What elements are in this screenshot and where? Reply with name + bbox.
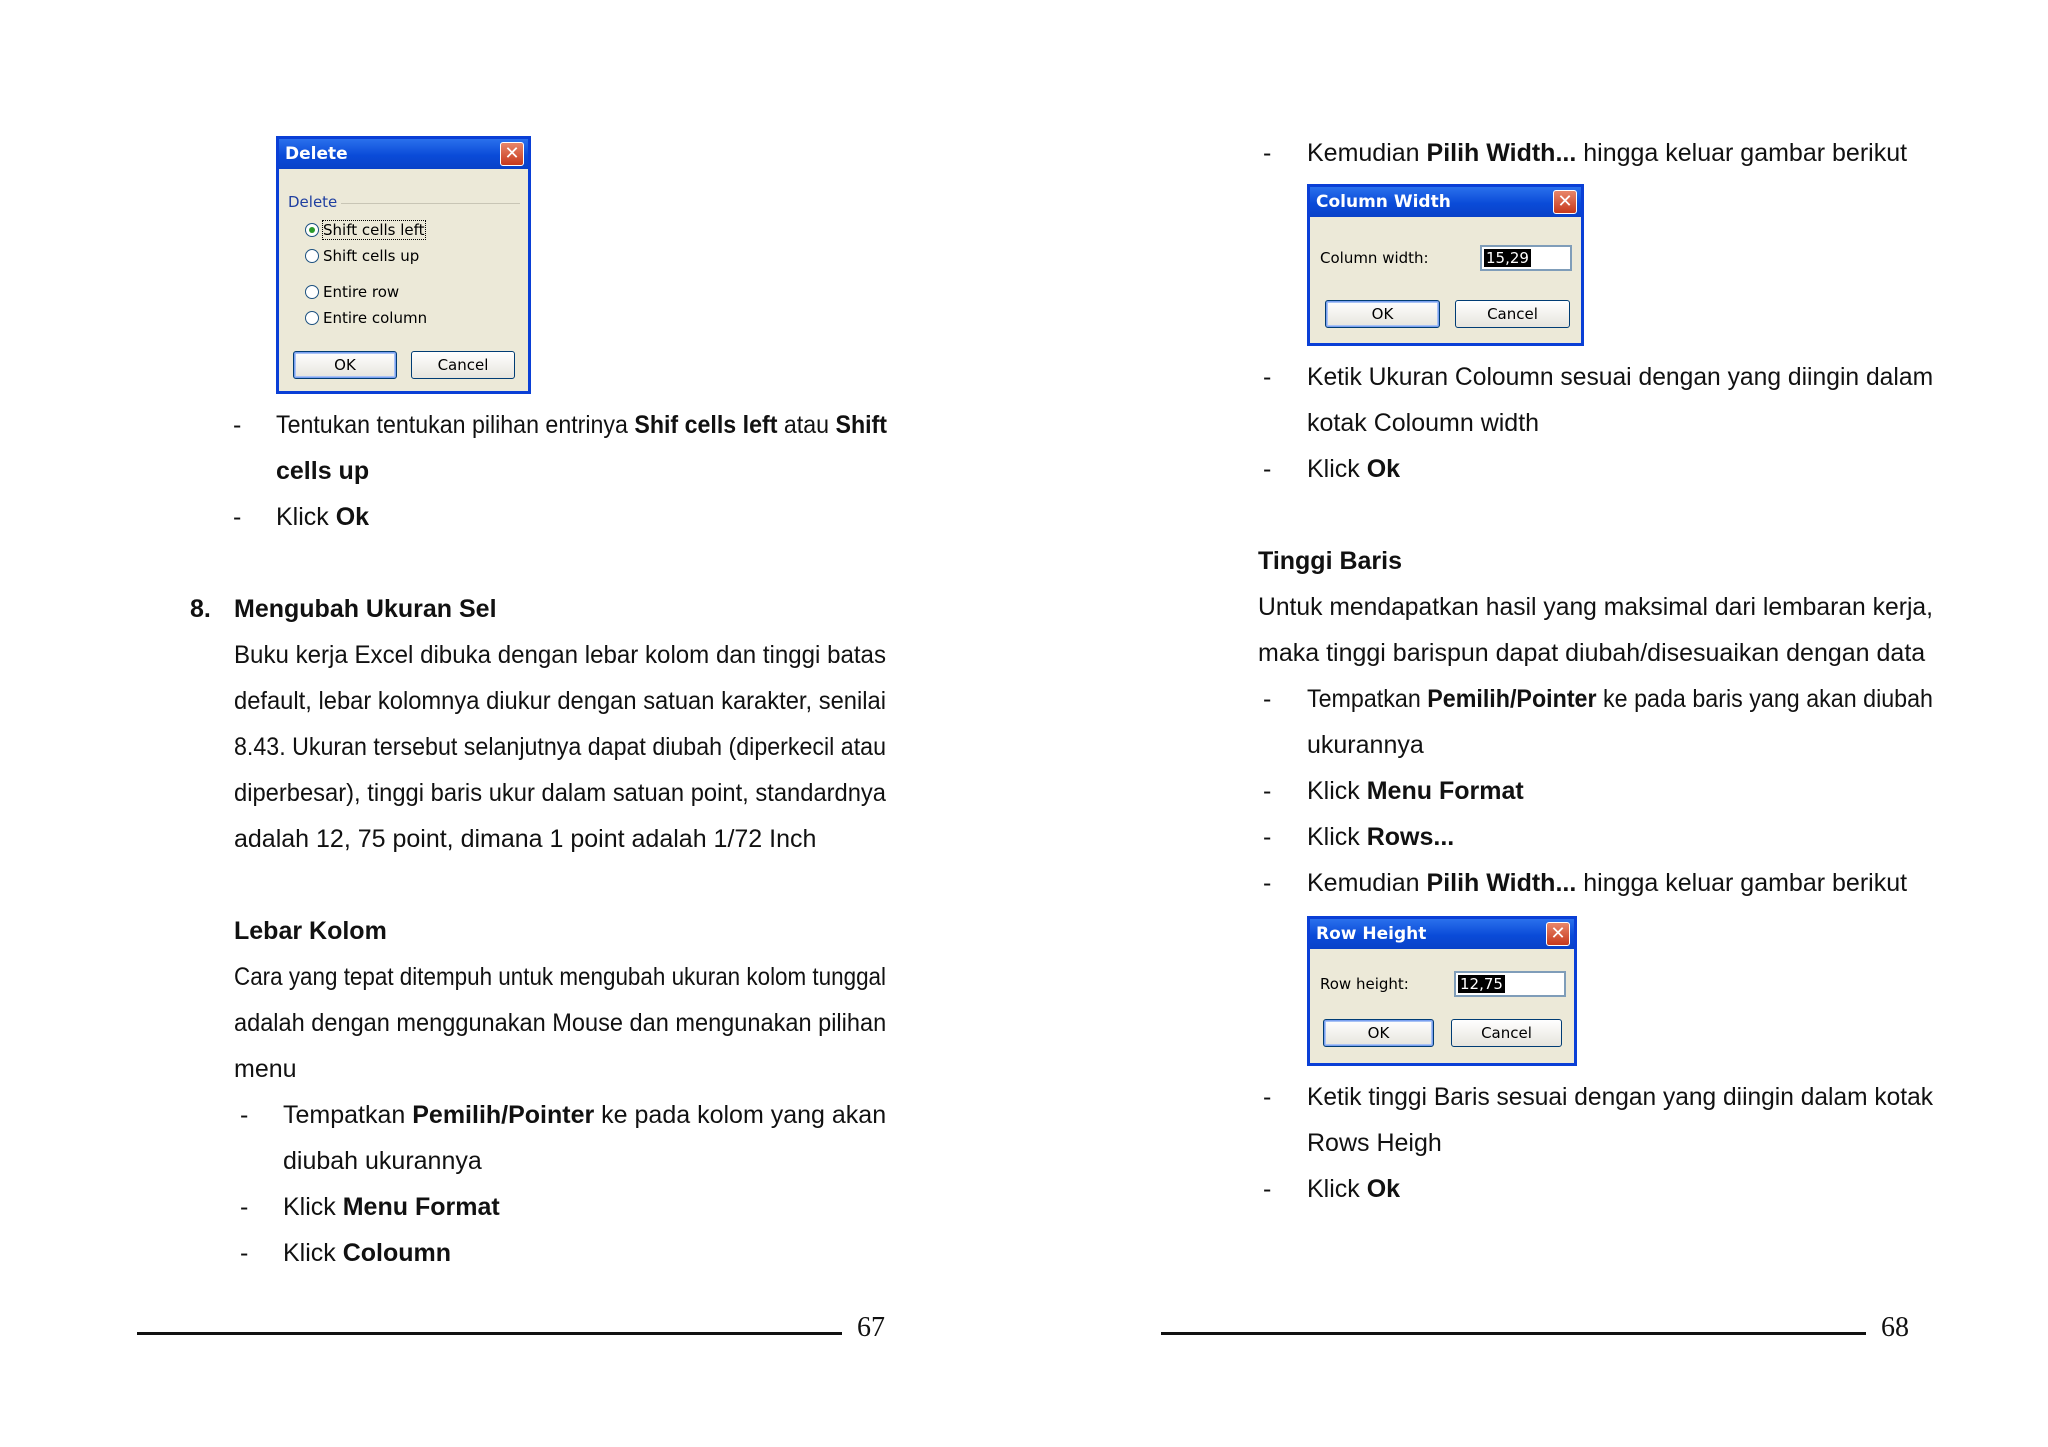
option-entire-row[interactable]: Entire row: [323, 283, 400, 301]
column-width-value: 15,29: [1486, 249, 1529, 267]
bullet-text-plain: Klick: [1307, 823, 1367, 851]
bullet-dash: -: [1263, 685, 1272, 713]
bullet-text-bold: Shif cells left: [634, 411, 778, 439]
cancel-button[interactable]: Cancel: [411, 351, 515, 379]
ok-button[interactable]: OK: [1325, 300, 1440, 328]
bullet-dash: -: [240, 1193, 249, 1221]
bullet-text: [283, 1092, 886, 1138]
bullet-text-plain: ke pada kolom yang akan: [594, 1101, 887, 1129]
radio-entire-row[interactable]: [305, 285, 319, 299]
row-height-dialog-title: Row Height: [1310, 919, 1574, 949]
bullet-text: [276, 494, 369, 540]
row-height-dialog: [1307, 916, 1577, 1066]
paragraph-line: menu: [234, 1055, 297, 1083]
bullet-text: [1307, 1166, 1400, 1212]
bullet-text-plain: Klick: [283, 1193, 343, 1221]
paragraph-line: Cara yang tepat ditempuh untuk mengubah ukuran kolom tunggal: [234, 963, 886, 991]
bullet-dash: -: [240, 1239, 249, 1267]
option-shift-cells-up[interactable]: Shift cells up: [323, 247, 420, 265]
bullet-text: [1307, 768, 1524, 814]
close-icon[interactable]: ✕: [500, 142, 524, 166]
footer-rule: [1161, 1332, 1866, 1335]
bullet-text-bold: Ok: [335, 503, 370, 531]
paragraph-line: diperbesar), tinggi baris ukur dalam satuan point, standardnya: [234, 779, 886, 807]
bullet-text-plain: Tempatkan: [283, 1101, 413, 1129]
row-height-input[interactable]: [1454, 971, 1566, 997]
bullet-text: [1307, 446, 1400, 492]
bullet-dash: -: [233, 411, 242, 439]
column-width-label: Column width:: [1320, 249, 1429, 267]
bullet-text-line2: kotak Coloumn width: [1307, 409, 1540, 437]
bullet-dash: -: [1263, 363, 1272, 391]
paragraph-line: Buku kerja Excel dibuka dengan lebar kolom dan tinggi batas: [234, 641, 886, 669]
bullet-text-bold: Menu Format: [342, 1193, 500, 1221]
close-icon[interactable]: ✕: [1546, 922, 1570, 946]
paragraph-line: default, lebar kolomnya diukur dengan satuan karakter, senilai: [234, 687, 886, 715]
delete-dialog-title: Delete: [279, 139, 528, 169]
bullet-text-plain: atau: [777, 411, 836, 439]
bullet-text-plain: Klick: [283, 1239, 343, 1267]
ok-button[interactable]: OK: [1323, 1019, 1434, 1047]
bullet-text-plain: Kemudian: [1307, 869, 1427, 897]
bullet-text-bold: Pilih Width...: [1426, 869, 1577, 897]
bullet-text-bold: Pemilih/Pointer: [412, 1101, 595, 1129]
bullet-text: [1307, 860, 1907, 906]
row-height-value: 12,75: [1460, 975, 1503, 993]
bullet-text-plain: Klick: [1307, 777, 1367, 805]
option-entire-column[interactable]: Entire column: [323, 309, 428, 327]
bullet-text-bold: Shift: [835, 411, 887, 439]
sub-heading: Lebar Kolom: [234, 917, 387, 945]
bullet-text: [283, 1230, 451, 1276]
radio-entire-column[interactable]: [305, 311, 319, 325]
cancel-button[interactable]: Cancel: [1455, 300, 1570, 328]
bullet-dash: -: [1263, 1083, 1272, 1111]
bullet-text-plain: Kemudian: [1307, 139, 1427, 167]
section-number: 8.: [190, 595, 211, 623]
bullet-dash: -: [1263, 869, 1272, 897]
bullet-text: [1307, 130, 1907, 176]
bullet-text-plain: hingga keluar gambar berikut: [1576, 869, 1908, 897]
column-width-input[interactable]: [1480, 245, 1572, 271]
bullet-dash: -: [1263, 823, 1272, 851]
bullet-text-plain: Tempatkan: [1307, 685, 1428, 713]
option-shift-cells-left[interactable]: Shift cells left: [323, 221, 425, 239]
paragraph-line: Untuk mendapatkan hasil yang maksimal dari lembaran kerja,: [1258, 593, 1933, 621]
bullet-dash: -: [1263, 139, 1272, 167]
bullet-text-plain: Klick: [276, 503, 336, 531]
bullet-dash: -: [240, 1101, 249, 1129]
bullet-text-bold: Ok: [1366, 1175, 1401, 1203]
bullet-text-bold: Ok: [1366, 455, 1401, 483]
paragraph-line: adalah dengan menggunakan Mouse dan mengunakan pilihan: [234, 1009, 887, 1037]
bullet-dash: -: [1263, 455, 1272, 483]
bullet-text-plain: Klick: [1307, 455, 1367, 483]
bullet-text-line2: diubah ukurannya: [283, 1147, 482, 1175]
bullet-text-bold: Pemilih/Pointer: [1427, 685, 1597, 713]
paragraph-line: 8.43. Ukuran tersebut selanjutnya dapat diubah (diperkecil atau: [234, 733, 886, 761]
bullet-text-bold: Coloumn: [342, 1239, 452, 1267]
section-title: Mengubah Ukuran Sel: [234, 595, 497, 623]
bullet-text-bold: Pilih Width...: [1426, 139, 1577, 167]
page-number: 67: [857, 1312, 885, 1343]
bullet-text: [1307, 676, 1933, 722]
radio-shift-cells-up[interactable]: [305, 249, 319, 263]
bullet-text: Ketik Ukuran Coloumn sesuai dengan yang diingin dalam: [1307, 363, 1934, 391]
bullet-text-line2: cells up: [276, 457, 370, 485]
bullet-dash: -: [233, 503, 242, 531]
bullet-text: [283, 1184, 500, 1230]
bullet-text-plain: hingga keluar gambar berikut: [1576, 139, 1908, 167]
page-right: [1024, 0, 2048, 1447]
cancel-button[interactable]: Cancel: [1451, 1019, 1562, 1047]
sub-heading: Tinggi Baris: [1258, 547, 1403, 575]
delete-group-label: Delete: [288, 193, 338, 211]
ok-button[interactable]: OK: [293, 351, 397, 379]
bullet-text-bold: Menu Format: [1366, 777, 1524, 805]
column-width-dialog-title: Column Width: [1310, 187, 1581, 217]
bullet-dash: -: [1263, 1175, 1272, 1203]
radio-shift-cells-left[interactable]: [305, 223, 319, 237]
row-height-label: Row height:: [1320, 975, 1409, 993]
bullet-text: [276, 402, 887, 448]
delete-dialog: [276, 136, 531, 394]
bullet-text-bold: Rows...: [1366, 823, 1455, 851]
bullet-text-line2: Rows Heigh: [1307, 1129, 1442, 1157]
bullet-dash: -: [1263, 777, 1272, 805]
bullet-text: Ketik tinggi Baris sesuai dengan yang diingin dalam kotak: [1307, 1083, 1933, 1111]
column-width-dialog: [1307, 184, 1584, 346]
page-number: 68: [1881, 1312, 1909, 1343]
footer-rule: [137, 1332, 842, 1335]
bullet-text-plain: ke pada baris yang akan diubah: [1596, 685, 1933, 713]
close-icon[interactable]: ✕: [1553, 190, 1577, 214]
paragraph-line: maka tinggi barispun dapat diubah/disesuaikan dengan data: [1258, 639, 1926, 667]
paragraph-line: adalah 12, 75 point, dimana 1 point adalah 1/72 Inch: [234, 825, 817, 853]
bullet-text-line2: ukurannya: [1307, 731, 1424, 759]
bullet-text-plain: Tentukan tentukan pilihan entrinya: [276, 411, 635, 439]
bullet-text: [1307, 814, 1454, 860]
bullet-text-plain: Klick: [1307, 1175, 1367, 1203]
group-divider: [341, 203, 520, 204]
